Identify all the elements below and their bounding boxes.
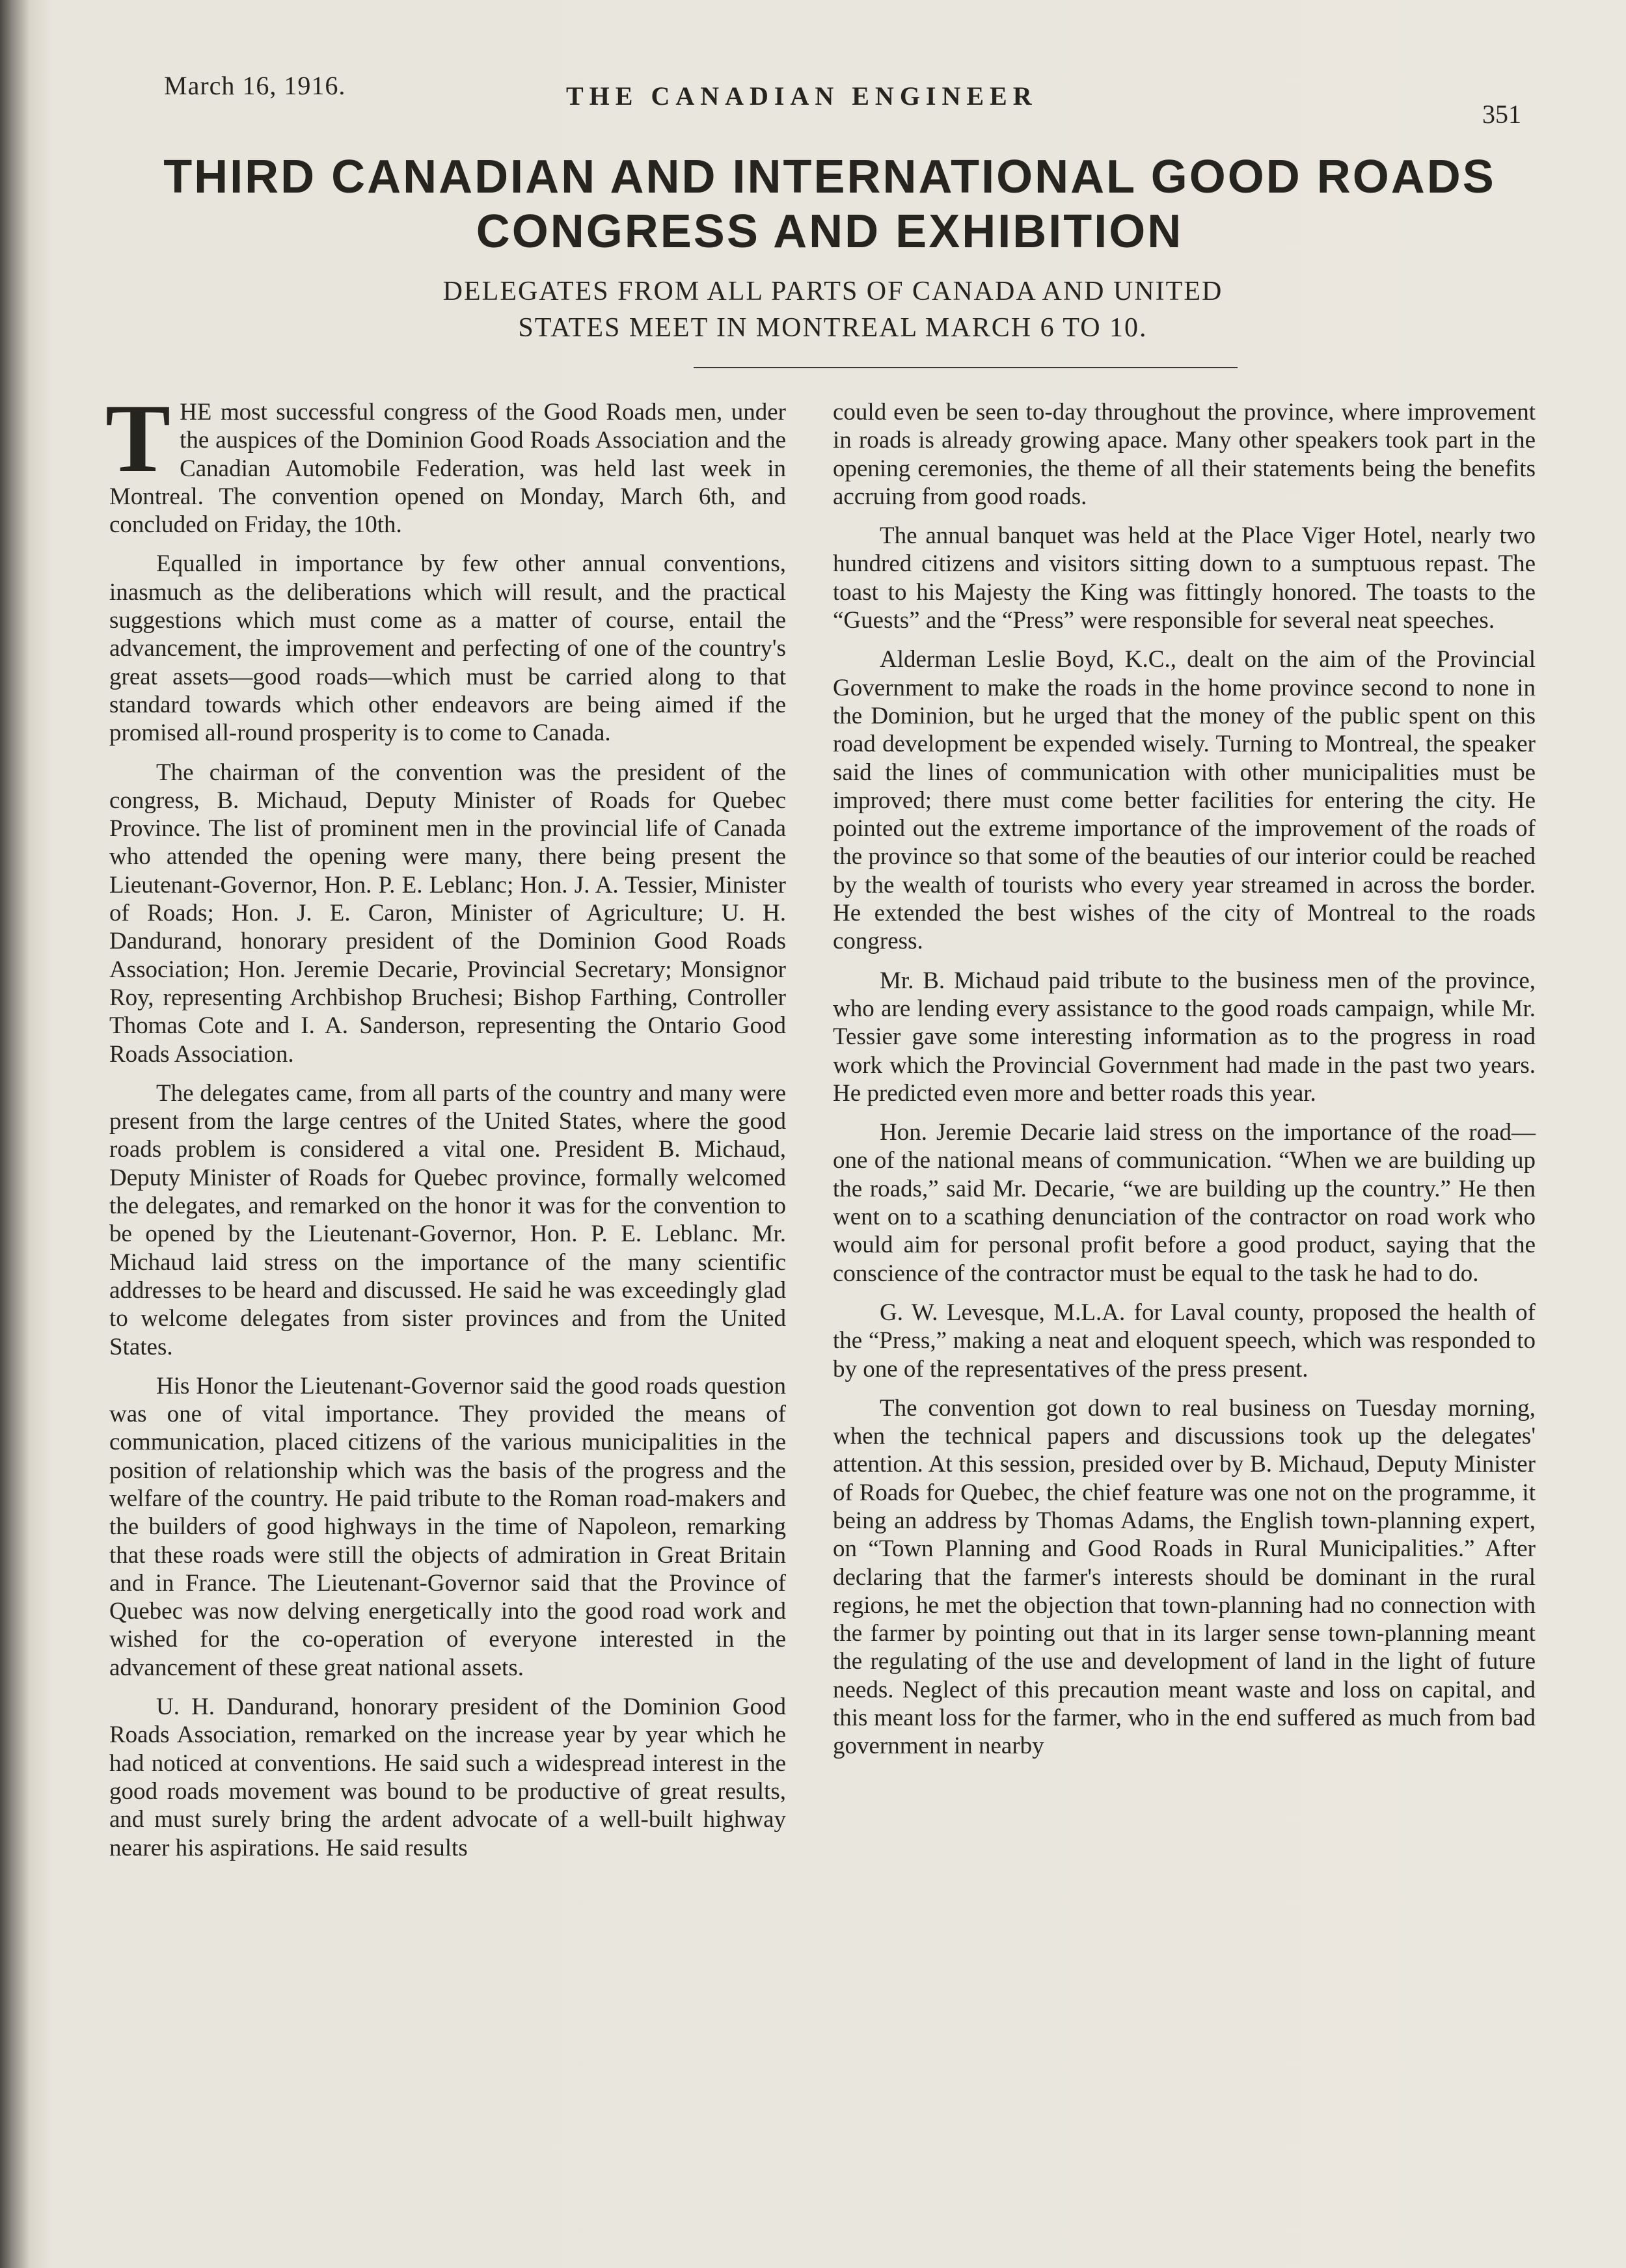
left-paragraph-1 — [105, 385, 786, 539]
issue-date: March 16, 1916. — [164, 71, 346, 100]
right-column — [833, 398, 1536, 1772]
right-paragraph-6: G. W. Levesque, M.L.A. for Laval county, proposed the health of the “Press,” making a neat and eloquent speech, which was responded to by one of the representatives of the press present. — [833, 1299, 1536, 1383]
article-title — [104, 150, 1555, 259]
right-paragraph-7: The convention got down to real business on Tuesday morning, when the technical papers and discussions took up the delegates' attention. At this session, presided over by B. Michaud, Deputy Minister of Roads for Quebec, the chief feature was one not on the programme, it being an address by Thomas Adams, the English town-planning expert, on “Town Planning and Good Roads in Rural Municipalities.” After declaring that the farmer's interests should be dominant in the rural regions, he met the objection that town-planning had no connection with the farmer by pointing out that in its larger sense town-planning meant the regulating of the use and development of land in the light of future needs. Neglect of this precaution meant waste and loss on capital, and this meant loss for the farmer, who in the end suffered as much from bad government in nearby — [833, 1394, 1536, 1760]
title-divider — [694, 367, 1238, 368]
right-paragraph-3: Alderman Leslie Boyd, K.C., dealt on the aim of the Provincial Government to make the roads in the home province second to none in the Dominion, but he urged that the money of the public spent on this road development be expended wisely. Turning to Montreal, the speaker said the lines of communication with other municipalities must be improved; there must come better facilities for entering the city. He pointed out the extreme importance of the improvement of the roads of the province so that some of the beauties of our interior could be reached by the wealth of tourists who every year streamed in across the border. He extended the best wishes of the city of Montreal to the roads congress. — [833, 646, 1536, 955]
article-title-line-2: CONGRESS AND EXHIBITION — [476, 206, 1184, 258]
left-paragraph-5: His Honor the Lieutenant-Governor said the good roads question was one of vital importance. They provided the means of communication, placed citizens of the various municipalities in the position of relationship which was the basis of the progress and the welfare of the country. He paid tribute to the Roman road-makers and the builders of good highways in the time of Napoleon, remarking that these roads were still the objects of admiration in Great Britain and in France. The Lieutenant-Governor said that the Province of Quebec was now delving energetically into the good road work and wished for the co-operation of everyone interested in the advancement of these great national assets. — [109, 1372, 786, 1681]
right-paragraph-2: The annual banquet was held at the Place Viger Hotel, nearly two hundred citizens and visitors sitting down to a sumptuous repast. The toast to his Majesty the King was fittingly honored. The toasts to the “Guests” and the “Press” were responsible for several neat speeches. — [833, 522, 1536, 634]
article-title-line-1: THIRD CANADIAN AND INTERNATIONAL GOOD ROADS — [163, 151, 1496, 203]
left-paragraph-4: The delegates came, from all parts of the country and many were present from the large centres of the United States, where the good roads problem is considered a vital one. President B. Michaud, Deputy Minister of Roads for Quebec province, formally welcomed the delegates, and remarked on the honor it was for the convention to be opened by the Lieutenant-Governor, Hon. P. E. Leblanc. Mr. Michaud laid stress on the importance of the many scientific addresses to be heard and discussed. He said he was exceedingly glad to welcome delegates from sister provinces and from the United States. — [109, 1079, 786, 1360]
right-paragraph-4: Mr. B. Michaud paid tribute to the business men of the province, who are lending every assistance to the good roads campaign, while Mr. Tessier gave some interesting information as to the progress in road work which the Provincial Government had made in the past two years. He predicted even more and better roads this year. — [833, 967, 1536, 1107]
right-paragraph-1: could even be seen to-day throughout the province, where improvement in roads is already growing apace. Many other speakers took part in the opening ceremonies, the theme of all their statements being the benefits accruing from good roads. — [833, 399, 1536, 510]
article-subtitle-line-1: DELEGATES FROM ALL PARTS OF CANADA AND UNITED — [442, 277, 1223, 306]
left-paragraph-2: Equalled in importance by few other annual conventions, inasmuch as the deliberations which will result, and the practical suggestions which must come as a matter of course, entail the advancement, the improvement and perfecting of one of the country's great assets—good roads—which must be carried along to that standard towards which other endeavors are being aimed if the promised all-round prosperity is to come to Canada. — [109, 550, 786, 747]
journal-name: THE CANADIAN ENGINEER — [566, 81, 1038, 111]
left-paragraph-3: The chairman of the convention was the president of the congress, B. Michaud, Deputy Minister of Roads for Quebec Province. The list of prominent men in the provincial life of Canada who attended the opening were many, there being present the Lieutenant-Governor, Hon. P. E. Leblanc; Hon. J. A. Tessier, Minister of Roads; Hon. J. E. Caron, Minister of Agriculture; U. H. Dandurand, honorary president of the Dominion Good Roads Association; Hon. Jeremie Decarie, Provincial Secretary; Monsignor Roy, representing Archbishop Bruchesi; Bishop Farthing, Controller Thomas Cote and I. A. Sanderson, representing the Ontario Good Roads Association. — [109, 759, 786, 1068]
left-paragraph-6: U. H. Dandurand, honorary president of the Dominion Good Roads Association, remarked on the increase year by year which he had noticed at conventions. He said such a widespread interest in the good roads movement was bound to be productive of great results, and must surely bring the ardent advocate of a well-built highway nearer his aspirations. He said results — [109, 1694, 786, 1861]
article-subtitle-line-2: STATES MEET IN MONTREAL MARCH 6 TO 10. — [518, 313, 1148, 343]
page-number: 351 — [1482, 100, 1521, 129]
drop-cap: T — [105, 385, 171, 493]
left-paragraph-1-text: HE most successful congress of the Good Roads men, under the auspices of the Dominion Good Roads Association and the Canadian Automobile Federation, was held last week in Montreal. The convention opened on Monday, March 6th, and concluded on Friday, the 10th. — [109, 399, 786, 539]
right-paragraph-5: Hon. Jeremie Decarie laid stress on the importance of the road—one of the national means of communication. “When we are building up the roads,” said Mr. Decarie, “we are building up the country.” He then went on to a scathing denunciation of the contractor on road work who would aim for personal profit before a good product, saying that the conscience of the contractor must be equal to the task he had to do. — [833, 1119, 1536, 1287]
left-column — [105, 385, 786, 1873]
article-subtitle — [364, 273, 1301, 346]
